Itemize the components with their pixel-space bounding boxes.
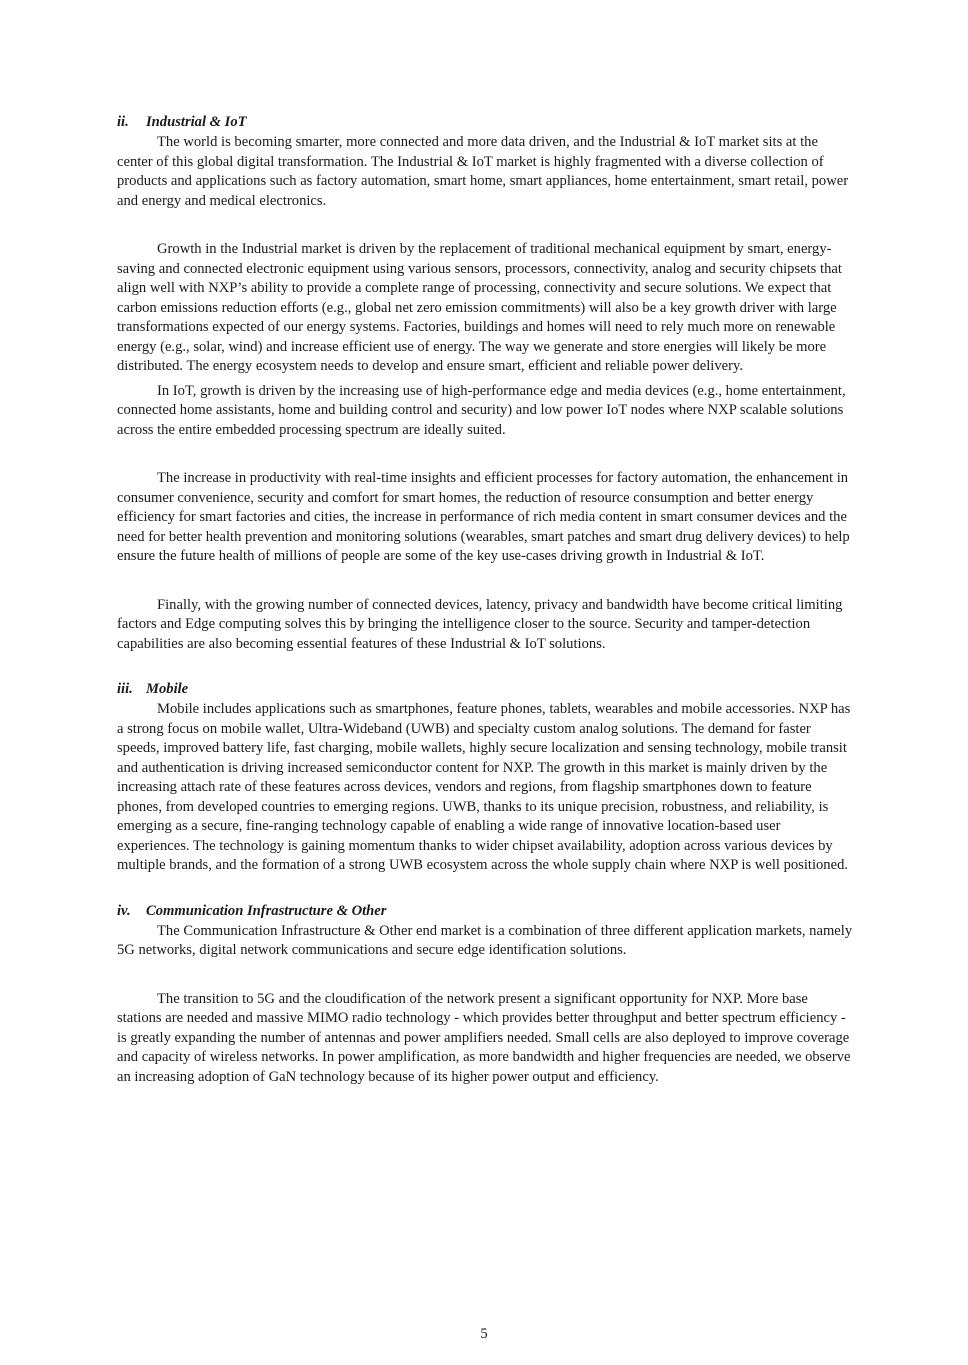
section-heading-industrial-iot [117, 113, 853, 133]
paragraph: The Communication Infrastructure & Other end market is a combination of three different application markets, namely 5G networks, digital network communications and secure edge identification solutions. [117, 922, 853, 958]
paragraph: The transition to 5G and the cloudification of the network present a significant opportunity for NXP. More base stations are needed and massive MIMO radio technology - which provides better throughput and better spectrum efficiency - is greatly expanding the number of antennas and power amplifiers needed. Small cells are also deployed to improve coverage and capacity of wireless networks. In power amplification, as more bandwidth and higher frequencies are needed, we observe an increasing adoption of GaN technology because of its higher power output and efficiency. [117, 990, 851, 1085]
section-number: iv. [117, 902, 131, 919]
paragraph: In IoT, growth is driven by the increasing use of high-performance edge and media devices (e.g., home entertainment, connected home assistants, home and building control and security) and low power IoT nodes where NXP scalable solutions across the entire embedded processing spectrum are ideally suited. [117, 382, 846, 438]
paragraph: Finally, with the growing number of connected devices, latency, privacy and bandwidth have become critical limiting factors and Edge computing solves this by bringing the intelligence closer to the source. Security and tamper-detection capabilities are also becoming essential features of these Industrial & IoT solutions. [117, 596, 843, 652]
section-title: Industrial & IoT [146, 114, 247, 130]
section-heading-mobile [117, 680, 853, 700]
paragraph: The world is becoming smarter, more connected and more data driven, and the Industrial & IoT market sits at the center of this global digital transformation. The Industrial & IoT market is highly fragmented with a diverse collection of products and applications such as factory automation, smart home, smart appliances, home entertainment, smart retail, power and energy and medical electronics. [117, 134, 849, 209]
section-heading-communication-infrastructure [117, 902, 853, 922]
section-number: ii. [117, 114, 129, 130]
section-title: Communication Infrastructure & Other [146, 902, 387, 919]
section-number: iii. [117, 681, 133, 697]
paragraph: The increase in productivity with real-time insights and efficient processes for factory automation, the enhancement in consumer convenience, security and comfort for smart homes, the reduction of resource consumption and better energy efficiency for smart factories and cities, the increase in performance of rich media content in smart consumer devices and the need for better health prevention and monitoring solutions (wearables, smart patches and smart drug delivery devices) to help ensure the future health of millions of people are some of the key use-cases driving growth in Industrial & IoT. [117, 470, 850, 564]
paragraph: Growth in the Industrial market is driven by the replacement of traditional mechanical equipment by smart, energy-saving and connected electronic equipment using various sensors, processors, connectivity, analog and security chipsets that align well with NXP’s ability to provide a complete range of processing, connectivity and secure solutions. We expect that carbon emissions reduction efforts (e.g., global net zero emission commitments) will also be a key growth driver with large transformations expected of our energy systems. Factories, buildings and homes will need to rely much more on renewable energy (e.g., solar, wind) and increase efficient use of energy. The way we generate and store energies will likely be more distributed. The energy ecosystem needs to develop and ensure smart, efficient and reliable power delivery. [117, 241, 842, 374]
section-title: Mobile [146, 681, 189, 697]
document-page [117, 113, 853, 1087]
page-number: 5 [480, 1326, 488, 1342]
paragraph: Mobile includes applications such as smartphones, feature phones, tablets, wearables and mobile accessories. NXP has a strong focus on mobile wallet, Ultra-Wideband (UWB) and specialty custom analog solutions. The demand for faster speeds, improved battery life, fast charging, mobile wallets, highly secure localization and sensing technology, mobile transit and authentication is driving increased semiconductor content for NXP. The growth in this market is mainly driven by the increasing attach rate of these features across devices, vendors and regions, from flagship smartphones down to feature phones, from developed countries to emerging regions. UWB, thanks to its unique precision, robustness, and reliability, is emerging as a secure, fine-ranging technology capable of enabling a wide range of innovative location-based user experiences. The technology is gaining momentum thanks to wider chipset availability, adoption across various devices by multiple brands, and the formation of a strong UWB ecosystem across the whole supply chain where NXP is well positioned. [117, 701, 851, 873]
